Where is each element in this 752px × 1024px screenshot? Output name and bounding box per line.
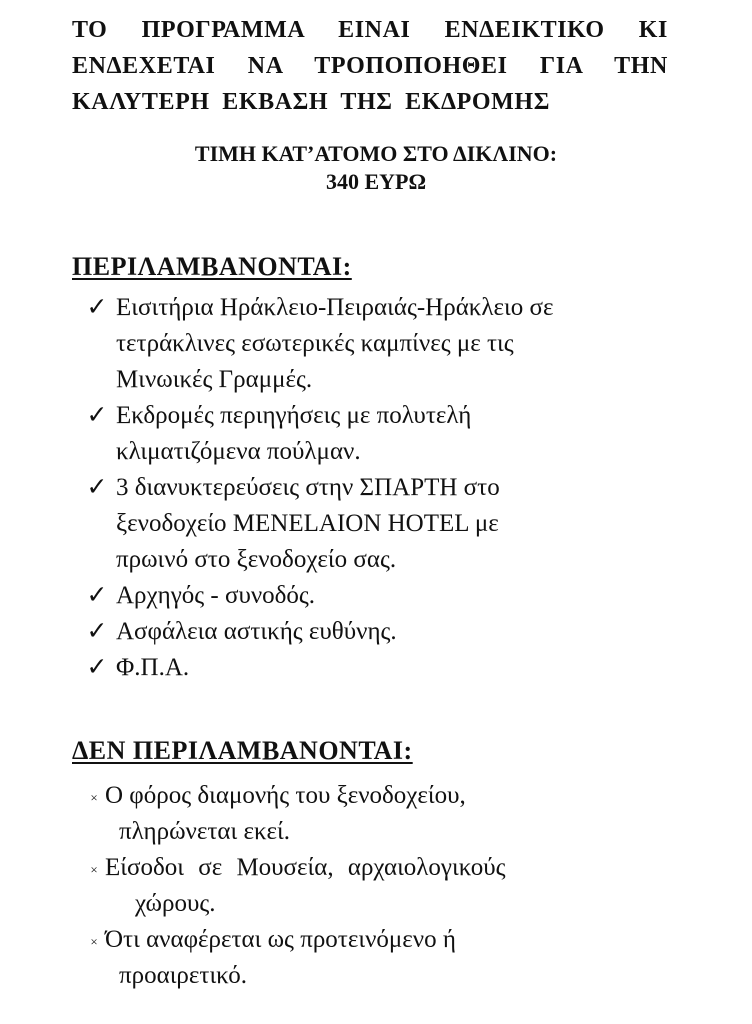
- checkmark-icon: ✓: [86, 582, 108, 609]
- price-label: ΤΙΜΗ ΚΑΤ’ΑΤΟΜΟ ΣΤΟ ΔΙΚΛΙΝΟ:: [194, 141, 558, 166]
- included-title: ΠΕΡΙΛΑΜΒΑΝΟΝΤΑΙ:: [72, 252, 352, 281]
- program-notice: [72, 12, 668, 120]
- list-item: ✓ Φ.Π.Α.: [72, 650, 692, 686]
- list-item: ✓ Αρχηγός - συνοδός.: [72, 578, 692, 614]
- notice-line: ΤΟ ΠΡΟΓΡΑΜΜΑ ΕΙΝΑΙ ΕΝΔΕΙΚΤΙΚΟ ΚΙ: [72, 17, 668, 43]
- price-block: [0, 140, 752, 196]
- list-item: ✓ Εισιτήρια Ηράκλειο-Πειραιάς-Ηράκλειο σε τετράκλινες εσωτερικές καμπίνες με τις Μινωικές Γραμμές.: [72, 290, 692, 398]
- cross-icon: ×: [90, 790, 98, 805]
- excluded-list: [72, 778, 692, 994]
- list-item: ✓ Εκδρομές περιηγήσεις με πολυτελή κλιματιζόμενα πούλμαν.: [72, 398, 692, 470]
- checkmark-icon: ✓: [86, 402, 108, 429]
- checkmark-icon: ✓: [86, 474, 108, 501]
- notice-line: ΚΑΛΥΤΕΡΗ ΕΚΒΑΣΗ ΤΗΣ ΕΚΔΡΟΜΗΣ: [72, 89, 550, 115]
- checkmark-icon: ✓: [86, 654, 108, 681]
- list-item: × Είσοδοι σε Μουσεία, αρχαιολογικούς χώρους.: [72, 850, 692, 922]
- list-item: ✓ Ασφάλεια αστικής ευθύνης.: [72, 614, 692, 650]
- excluded-title: ΔΕΝ ΠΕΡΙΛΑΜΒΑΝΟΝΤΑΙ:: [72, 736, 413, 765]
- checkmark-icon: ✓: [86, 294, 108, 321]
- list-item: ✓ 3 διανυκτερεύσεις στην ΣΠΑΡΤΗ στο ξενοδοχείο MENELAION HOTEL με πρωινό στο ξενοδοχείο σας.: [72, 470, 692, 578]
- notice-line: ΕΝΔΕΧΕΤΑΙ ΝΑ ΤΡΟΠΟΠΟΗΘΕΙ ΓΙΑ ΤΗΝ: [72, 53, 668, 79]
- cross-icon: ×: [90, 934, 98, 949]
- included-list: [72, 290, 692, 686]
- list-item: × Ο φόρος διαμονής του ξενοδοχείου, πληρώνεται εκεί.: [72, 778, 692, 850]
- list-item: × Ότι αναφέρεται ως προτεινόμενο ή προαιρετικό.: [72, 922, 692, 994]
- price-value: 340 ΕΥΡΩ: [325, 169, 427, 194]
- cross-icon: ×: [90, 862, 98, 877]
- checkmark-icon: ✓: [86, 618, 108, 645]
